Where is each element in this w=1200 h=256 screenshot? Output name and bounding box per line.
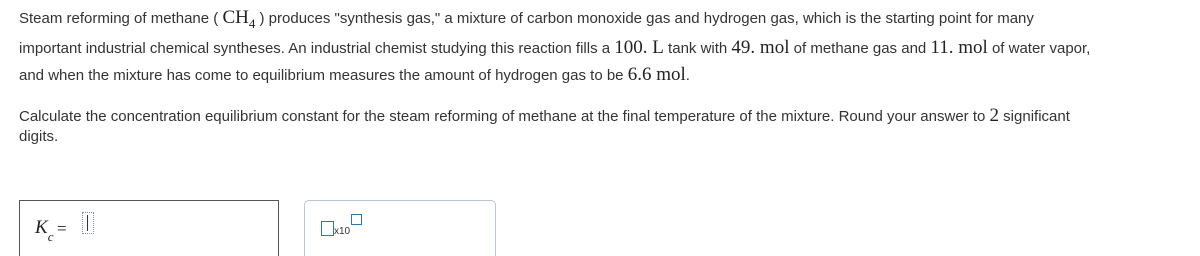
exponent-box-icon xyxy=(351,214,362,225)
water-amount: 11. mol xyxy=(930,37,988,58)
instruction-line-1: Calculate the concentration equilibrium constant for the steam reforming of methane at the final temperature of the mixture. Round your answer to 2 significant xyxy=(19,105,1070,126)
instruction-line-2: digits. xyxy=(19,128,59,145)
equals-sign: = xyxy=(57,219,67,238)
problem-line-2: important industrial chemical syntheses. An industrial chemist studying this reaction fills a 100. L tank with 49. mol of methane gas and 11. mol of water vapor, xyxy=(19,37,1091,58)
problem-text: Steam reforming of methane ( xyxy=(19,10,223,27)
x10-label: x10 xyxy=(334,226,351,237)
methane-amount: 49. mol xyxy=(731,37,790,58)
answer-box xyxy=(19,200,279,256)
hydrogen-amount: 6.6 mol xyxy=(627,64,686,85)
tank-volume: 100. L xyxy=(614,37,664,58)
text-cursor xyxy=(87,215,88,231)
base-box-icon xyxy=(321,221,334,236)
problem-line-3: and when the mixture has come to equilibrium measures the amount of hydrogen gas to be 6.6 mol. xyxy=(19,64,690,85)
math-toolbar xyxy=(304,200,496,256)
methane-formula: $CH_4$ xyxy=(222,7,256,31)
sig-figs: 2 xyxy=(989,105,1000,126)
scientific-notation-button[interactable] xyxy=(321,213,365,241)
problem-text: ) produces "synthesis gas," a mixture of carbon monoxide gas and hydrogen gas, which is the starting point for many xyxy=(255,10,1034,27)
answer-input[interactable] xyxy=(82,212,94,234)
kc-symbol: $K_c$ xyxy=(35,217,54,244)
problem-line-1 xyxy=(19,3,1034,34)
